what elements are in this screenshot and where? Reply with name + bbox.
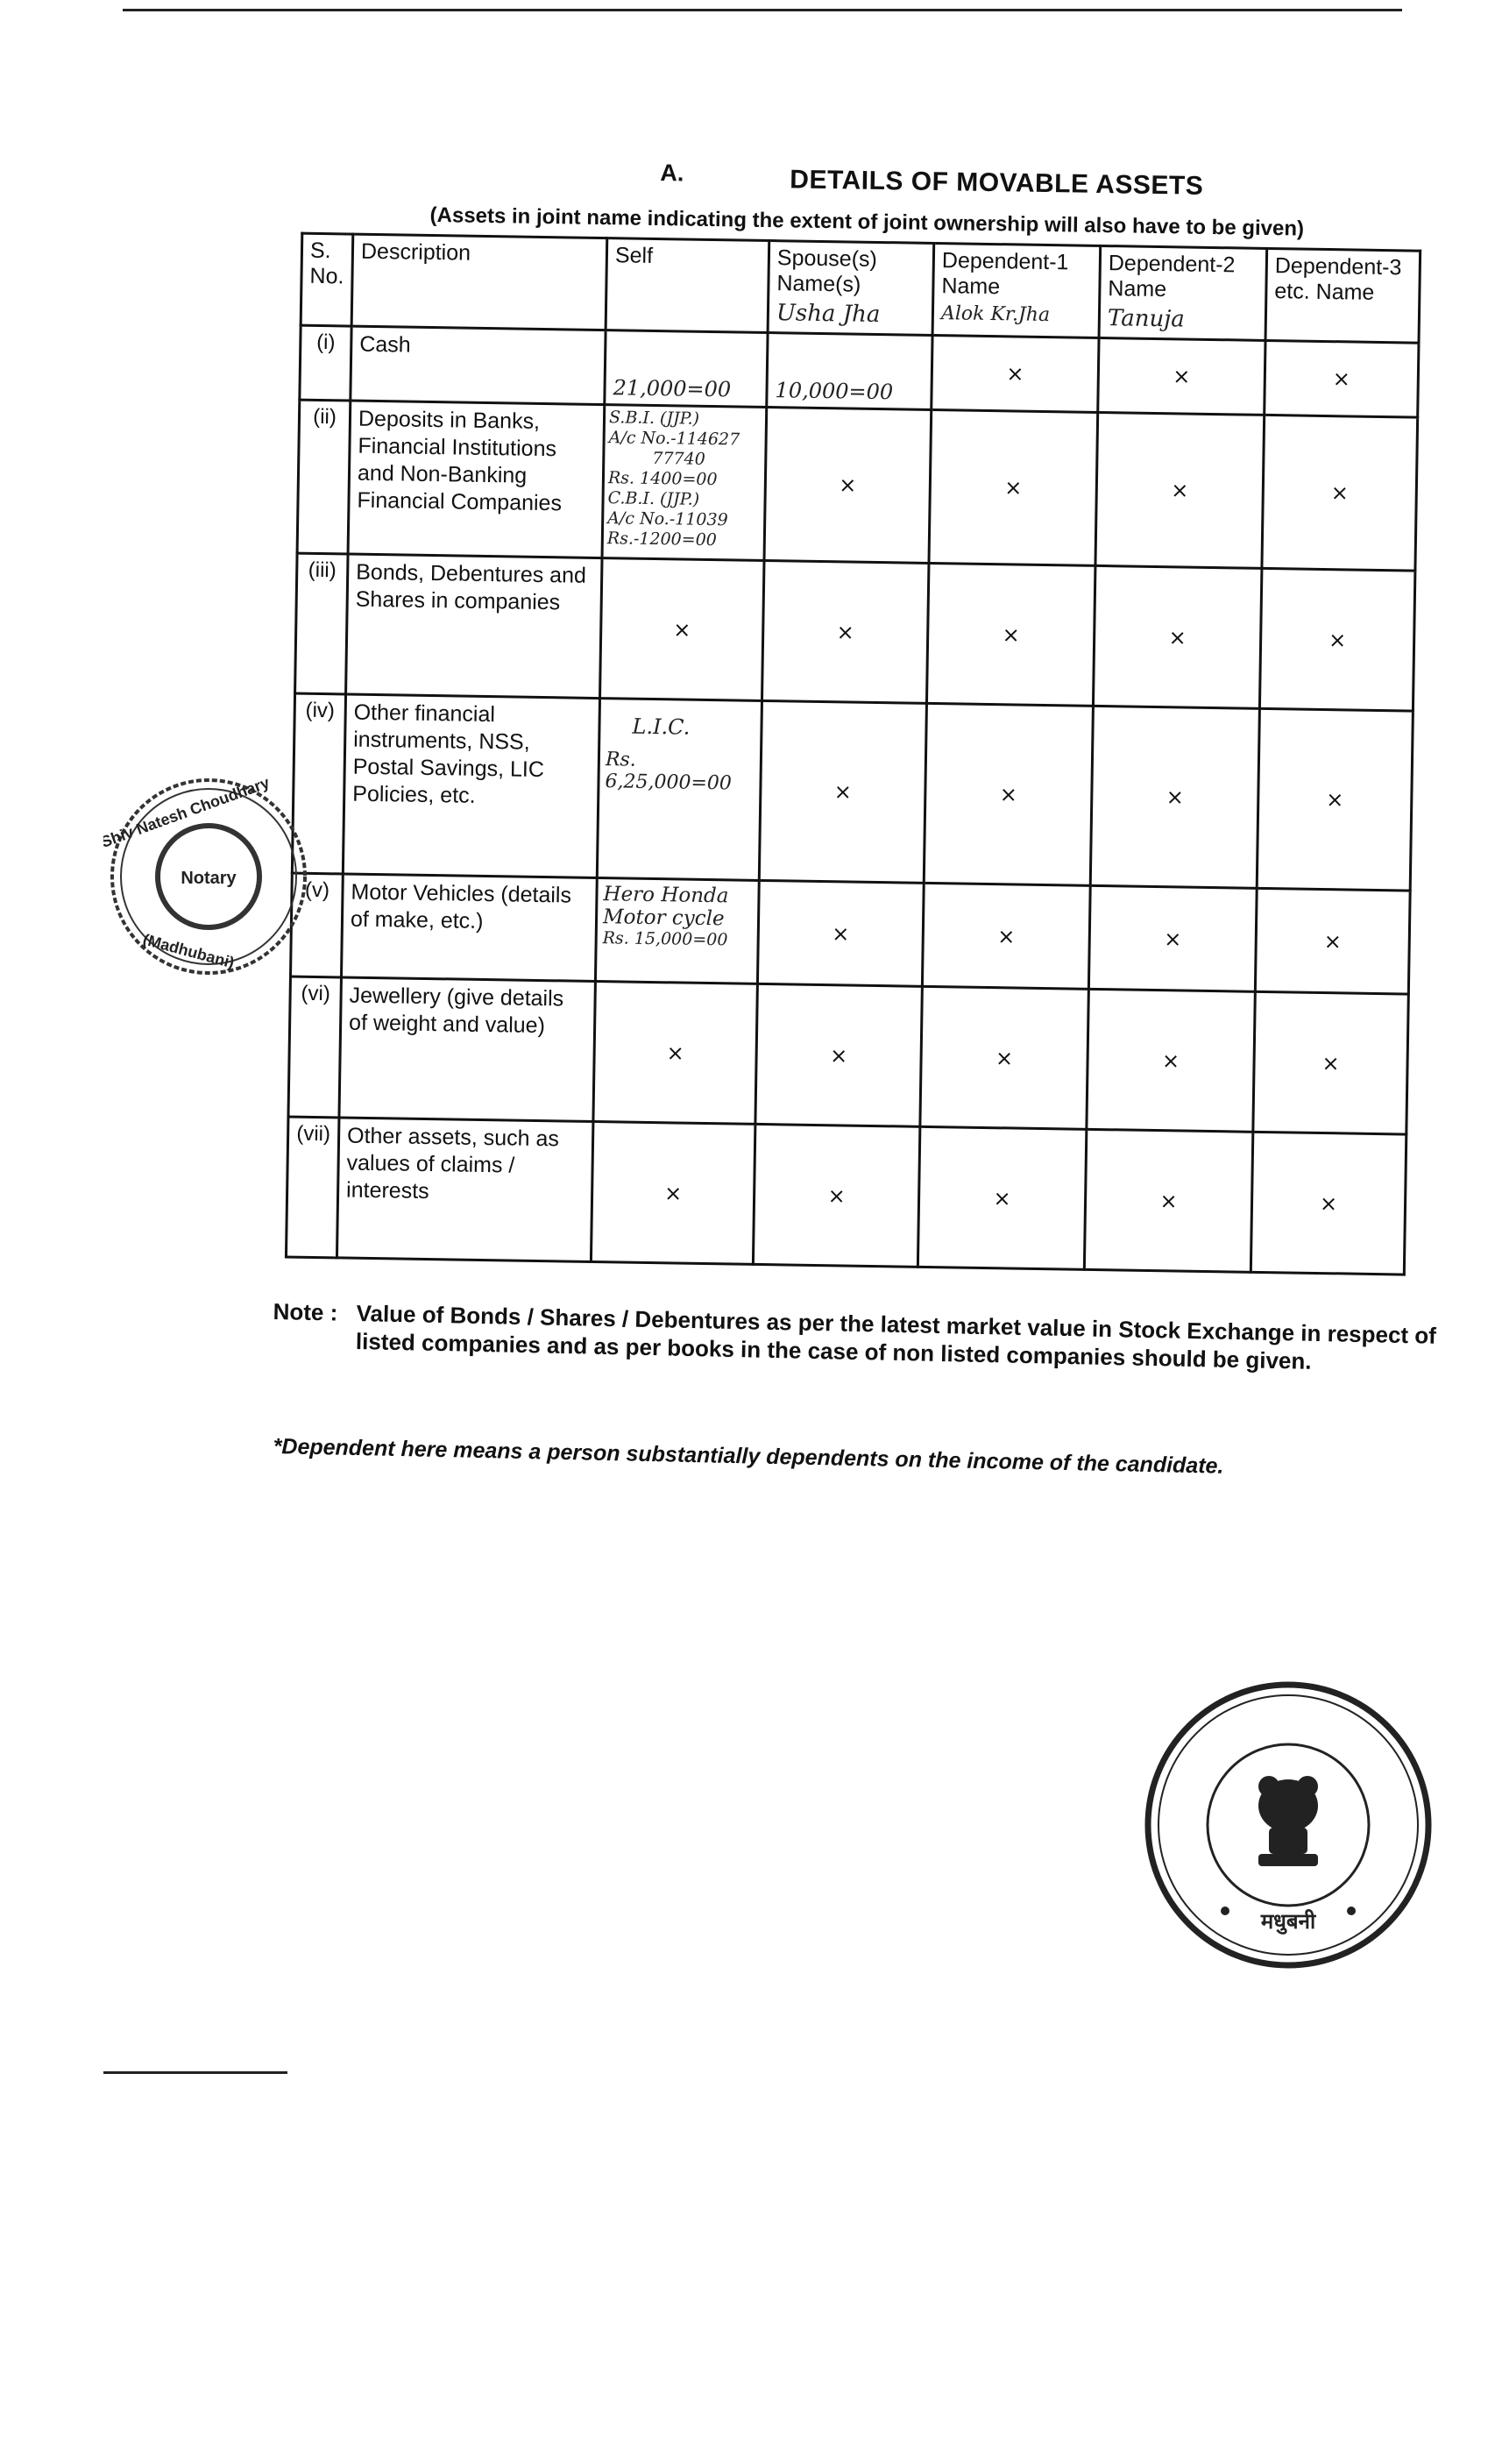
cell-dep3: × <box>1253 991 1408 1134</box>
header-dependent-3: Dependent-3 etc. Name <box>1265 248 1421 343</box>
row-description: Motor Vehicles (details of make, etc.) <box>341 874 597 982</box>
svg-text:(Madhubani): (Madhubani) <box>140 930 237 972</box>
dependent-1-name: Alok Kr.Jha <box>940 302 1051 327</box>
dependent-note: *Dependent here means a person substantially dependents on the income of the candidate. <box>273 1434 1224 1479</box>
header-dependent-1: Dependent-1 Name Alok Kr.Jha <box>932 243 1101 337</box>
header-dependent-2: Dependent-2 Name Tanuja <box>1099 245 1267 340</box>
cell-spouse: × <box>757 880 924 986</box>
cell-spouse: × <box>753 1124 919 1267</box>
table-row <box>286 1117 1406 1275</box>
cell-dep3: × <box>1265 340 1419 417</box>
cell-self: × <box>593 982 757 1125</box>
note-label: Note : <box>273 1297 338 1326</box>
movable-assets-table <box>285 232 1421 1276</box>
self-line: A/c No.-114627 <box>608 428 740 450</box>
self-line: Rs.-1200=00 <box>606 529 718 550</box>
table-row <box>297 400 1418 571</box>
row-sno: (iii) <box>295 553 349 694</box>
cell-spouse: × <box>762 560 928 703</box>
row-sno: (iv) <box>292 693 345 874</box>
svg-text:मधुबनी: मधुबनी <box>1260 1909 1316 1934</box>
cell-dep1: × <box>920 986 1088 1129</box>
self-line: Rs. 6,25,000=00 <box>605 749 733 795</box>
row-description: Bonds, Debentures and Shares in companies <box>346 554 602 699</box>
svg-text:Shiv Natesh Choudhary: Shiv Natesh Choudhary <box>103 773 273 851</box>
svg-text:Notary: Notary <box>181 869 237 888</box>
cell-dep1: × <box>926 563 1095 706</box>
row-sno: (v) <box>290 873 343 977</box>
cell-dep1: × <box>918 1126 1086 1269</box>
header-description: Description <box>351 234 607 330</box>
cell-dep2: × <box>1084 1129 1252 1272</box>
cell-spouse: × <box>755 983 922 1126</box>
cell-dep1: × <box>932 335 1099 412</box>
row-sno: (vii) <box>286 1117 339 1258</box>
cell-dep2: × <box>1098 337 1265 415</box>
header-self: Self <box>606 238 769 333</box>
table-row <box>295 553 1415 711</box>
row-description: Cash <box>351 326 606 405</box>
cell-dep2: × <box>1093 565 1261 708</box>
cell-dep3: × <box>1257 708 1413 891</box>
cell-self <box>597 699 762 881</box>
table-row <box>292 693 1413 891</box>
self-line: S.B.I. (JJP.) <box>608 408 700 429</box>
table-row <box>288 976 1408 1134</box>
self-line: Rs. 1400=00 <box>607 468 718 490</box>
bottom-left-line <box>103 2071 287 2074</box>
self-line: 77740 <box>652 448 705 469</box>
cell-dep2: × <box>1090 706 1259 888</box>
cell-dep3: × <box>1259 568 1414 711</box>
header-sno: S. No. <box>301 233 353 326</box>
page-subtitle: (Assets in joint name indicating the extent of joint ownership will also have to be given) <box>429 202 1305 241</box>
cell-dep3: × <box>1251 1132 1406 1275</box>
row-sno: (i) <box>300 325 351 401</box>
header-spouse: Spouse(s) Name(s) Usha Jha <box>768 241 934 336</box>
self-line: L.I.C. <box>632 714 691 740</box>
self-line: Rs. 15,000=00 <box>602 928 728 950</box>
section-letter: A. <box>660 160 684 187</box>
spouse-name: Usha Jha <box>776 300 881 329</box>
cell-self: × <box>600 558 764 701</box>
row-description: Deposits in Banks, Financial Institutions and Non-Banking Financial Companies <box>348 401 605 558</box>
cell-spouse: × <box>764 407 932 563</box>
cell-self: × <box>591 1121 755 1264</box>
table-header-row <box>301 233 1420 343</box>
notary-seal <box>103 771 314 982</box>
cell-self <box>602 405 767 561</box>
cell-dep3: × <box>1255 888 1410 994</box>
cell-self <box>595 878 759 984</box>
cell-dep1: × <box>922 883 1090 989</box>
self-line: C.B.I. (JJP.) <box>607 488 700 509</box>
page-title: DETAILS OF MOVABLE ASSETS <box>790 165 1204 201</box>
row-sno: (ii) <box>297 400 351 554</box>
official-seal <box>1137 1674 1440 1977</box>
row-description: Jewellery (give details of weight and value) <box>339 977 595 1122</box>
cell-dep2: × <box>1095 412 1265 568</box>
cell-spouse: 10,000=00 <box>767 333 932 410</box>
row-sno: (vi) <box>288 976 342 1118</box>
table-row <box>290 873 1410 994</box>
cell-dep2: × <box>1087 989 1255 1132</box>
cell-dep1: × <box>924 703 1093 885</box>
self-line: A/c No.-11039 <box>607 508 728 530</box>
cell-spouse: × <box>759 700 926 883</box>
row-description: Other financial instruments, NSS, Postal Savings, LIC Policies, etc. <box>343 694 599 878</box>
dependent-2-name: Tanuja <box>1107 305 1186 333</box>
self-line: Motor cycle <box>602 905 725 931</box>
cell-self: 21,000=00 <box>605 330 768 408</box>
note-text: Value of Bonds / Shares / Debentures as per the latest market value in Stock Exchange in respect of listed companies and as per books in the case of non listed companies should be given. <box>355 1299 1437 1374</box>
cell-dep3: × <box>1262 415 1418 571</box>
cell-dep1: × <box>929 409 1098 565</box>
self-line: Hero Honda <box>603 883 729 908</box>
row-description: Other assets, such as values of claims / interests <box>337 1118 592 1262</box>
cell-dep2: × <box>1088 885 1257 991</box>
